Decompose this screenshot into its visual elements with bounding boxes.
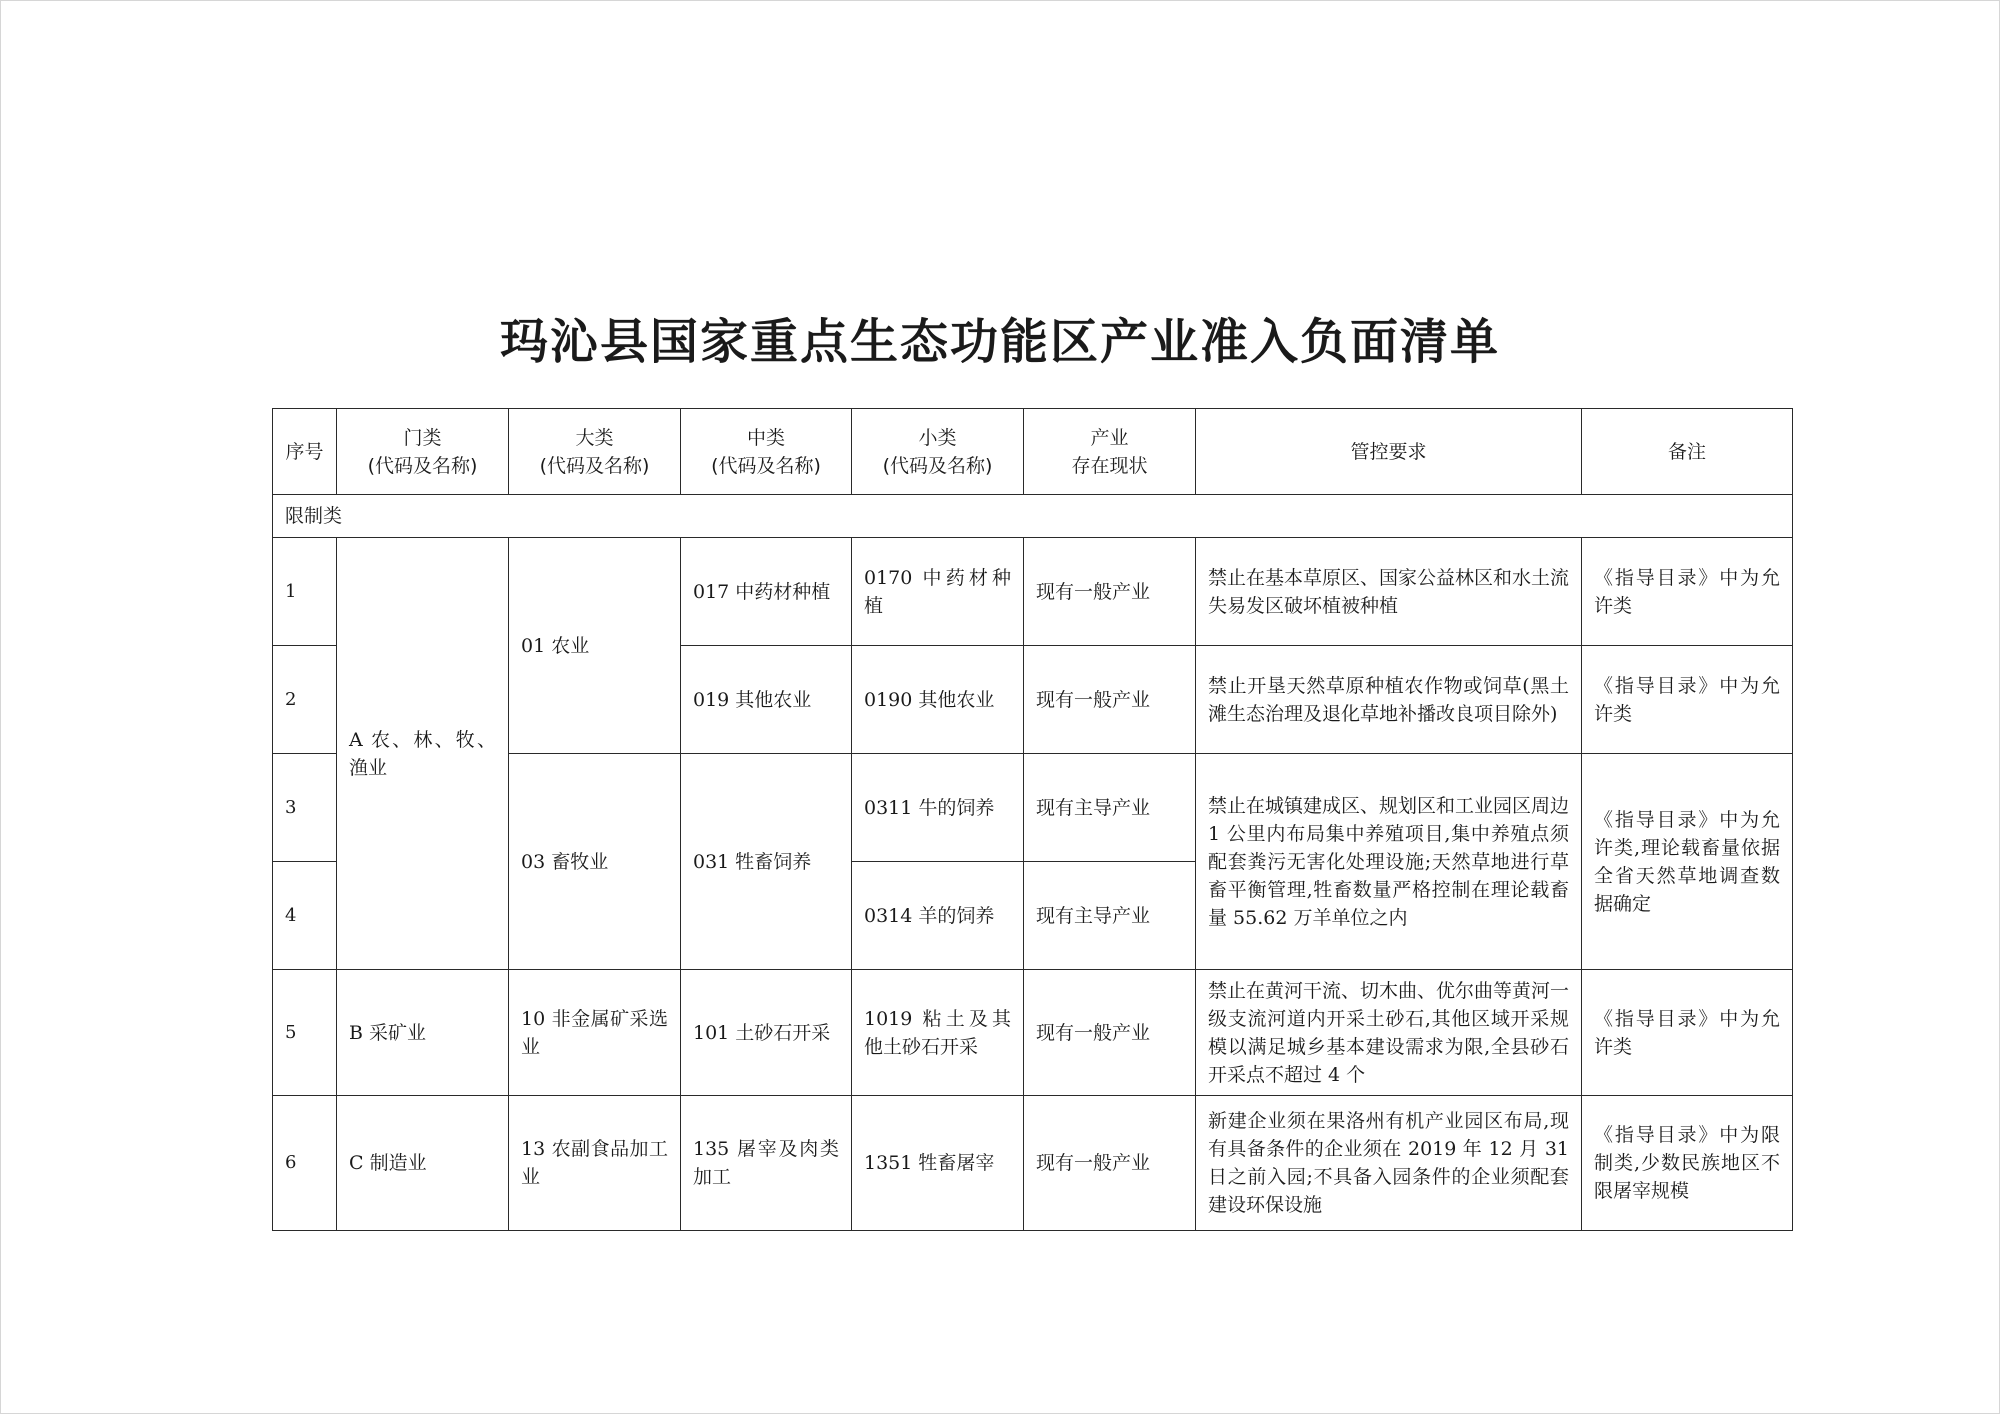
table-row: [273, 970, 1793, 1096]
cell-xiaolei: 0170 中药材种植: [852, 538, 1024, 646]
cell-seq: 6: [273, 1096, 337, 1231]
cell-dalei: 01 农业: [509, 538, 681, 754]
document-title: 玛沁县国家重点生态功能区产业准入负面清单: [499, 314, 1500, 370]
negative-list-table: [272, 408, 1793, 1231]
header-zhonglei: [681, 409, 852, 495]
cell-seq: 4: [273, 862, 337, 970]
cell-status: 现有主导产业: [1024, 862, 1196, 970]
cell-seq: 2: [273, 646, 337, 754]
cell-seq: 1: [273, 538, 337, 646]
cell-remark: 《指导目录》中为允许类,理论载畜量依据全省天然草地调查数据确定: [1582, 754, 1793, 970]
cell-remark: 《指导目录》中为允许类: [1582, 646, 1793, 754]
cell-remark: 《指导目录》中为允许类: [1582, 538, 1793, 646]
cell-menlei: B 采矿业: [337, 970, 509, 1096]
header-control: 管控要求: [1196, 409, 1582, 495]
category-row-restricted: [273, 495, 1793, 538]
header-dalei-line1: 大类: [575, 426, 614, 449]
header-menlei: [337, 409, 509, 495]
cell-status: 现有一般产业: [1024, 646, 1196, 754]
header-menlei-line2: (代码及名称): [367, 454, 478, 477]
header-zhonglei-line1: 中类: [746, 426, 785, 449]
cell-dalei: 10 非金属矿采选业: [509, 970, 681, 1096]
cell-xiaolei: 0190 其他农业: [852, 646, 1024, 754]
table-row: [273, 538, 1793, 646]
header-status-line2: 存在现状: [1071, 454, 1148, 477]
header-seq: 序号: [273, 409, 337, 495]
cell-status: 现有主导产业: [1024, 754, 1196, 862]
cell-menlei: A 农、林、牧、渔业: [337, 538, 509, 970]
table-header-row: [273, 409, 1793, 495]
cell-control: 禁止开垦天然草原种植农作物或饲草(黑土滩生态治理及退化草地补播改良项目除外): [1196, 646, 1582, 754]
cell-xiaolei: 1019 粘土及其他土砂石开采: [852, 970, 1024, 1096]
header-xiaolei-line1: 小类: [918, 426, 957, 449]
cell-dalei: 13 农副食品加工业: [509, 1096, 681, 1231]
cell-menlei: C 制造业: [337, 1096, 509, 1231]
cell-status: 现有一般产业: [1024, 970, 1196, 1096]
cell-zhonglei: 101 土砂石开采: [681, 970, 852, 1096]
cell-zhonglei: 017 中药材种植: [681, 538, 852, 646]
cell-zhonglei: 135 屠宰及肉类加工: [681, 1096, 852, 1231]
cell-control: 禁止在城镇建成区、规划区和工业园区周边 1 公里内布局集中养殖项目,集中养殖点须配套粪污无害化处理设施;天然草地进行草畜平衡管理,牲畜数量严格控制在理论载畜量 55.62 万羊单位之内: [1196, 754, 1582, 970]
cell-control: 新建企业须在果洛州有机产业园区布局,现有具备条件的企业须在 2019 年 12 月 31 日之前入园;不具备入园条件的企业须配套建设环保设施: [1196, 1096, 1582, 1231]
cell-xiaolei: 0311 牛的饲养: [852, 754, 1024, 862]
cell-seq: 3: [273, 754, 337, 862]
cell-seq: 5: [273, 970, 337, 1096]
cell-control: 禁止在基本草原区、国家公益林区和水土流失易发区破坏植被种植: [1196, 538, 1582, 646]
category-label: 限制类: [273, 495, 1793, 538]
header-dalei: [509, 409, 681, 495]
header-remark: 备注: [1582, 409, 1793, 495]
header-xiaolei: [852, 409, 1024, 495]
header-menlei-line1: 门类: [403, 426, 442, 449]
cell-control: 禁止在黄河干流、切木曲、优尔曲等黄河一级支流河道内开采土砂石,其他区域开采规模以满足城乡基本建设需求为限,全县砂石开采点不超过 4 个: [1196, 970, 1582, 1096]
cell-dalei: 03 畜牧业: [509, 754, 681, 970]
header-dalei-line2: (代码及名称): [539, 454, 650, 477]
header-zhonglei-line2: (代码及名称): [711, 454, 821, 477]
cell-xiaolei: 1351 牲畜屠宰: [852, 1096, 1024, 1231]
cell-zhonglei: 031 牲畜饲养: [681, 754, 852, 970]
header-status: [1024, 409, 1196, 495]
header-xiaolei-line2: (代码及名称): [882, 454, 993, 477]
cell-status: 现有一般产业: [1024, 1096, 1196, 1231]
cell-status: 现有一般产业: [1024, 538, 1196, 646]
table-row: [273, 1096, 1793, 1231]
header-status-line1: 产业: [1090, 426, 1129, 449]
cell-zhonglei: 019 其他农业: [681, 646, 852, 754]
cell-remark: 《指导目录》中为限制类,少数民族地区不限屠宰规模: [1582, 1096, 1793, 1231]
cell-remark: 《指导目录》中为允许类: [1582, 970, 1793, 1096]
cell-xiaolei: 0314 羊的饲养: [852, 862, 1024, 970]
